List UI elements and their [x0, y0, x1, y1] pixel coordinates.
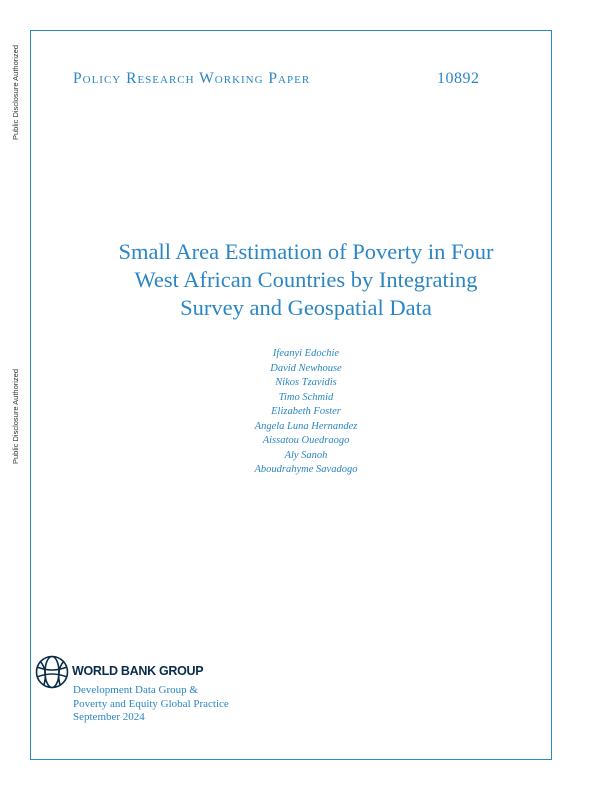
- title-line: West African Countries by Integrating: [134, 267, 478, 292]
- paper-number: 10892: [437, 70, 480, 87]
- brand-name: WORLD BANK GROUP: [72, 664, 204, 678]
- series-name: Policy Research Working Paper: [73, 70, 311, 87]
- author-name: Aboudrahyme Savadogo: [254, 464, 358, 475]
- author-list: [150, 347, 462, 478]
- author-name: Ifeanyi Edochie: [272, 348, 340, 359]
- author-name: David Newhouse: [270, 362, 342, 374]
- author-name: Aissatou Ouedraogo: [262, 435, 350, 446]
- globe-icon: [34, 654, 70, 690]
- author-name: Nikos Tzavidis: [275, 377, 337, 388]
- affiliation-line: Poverty and Equity Global Practice: [73, 697, 229, 710]
- affiliation-line: Development Data Group &: [73, 684, 198, 696]
- title-line: Small Area Estimation of Poverty in Four: [118, 239, 494, 264]
- author-name: Aly Sanoh: [284, 449, 328, 461]
- disclosure-note-middle: Public Disclosure Authorized: [11, 368, 21, 465]
- paper-title: [80, 238, 532, 322]
- publication-date: September 2024: [73, 711, 145, 723]
- affiliation-block: [73, 684, 229, 725]
- author-name: Angela Luna Hernandez: [254, 420, 358, 432]
- author-name: Elizabeth Foster: [271, 406, 341, 417]
- author-name: Timo Schmid: [278, 391, 334, 403]
- title-line: Survey and Geospatial Data: [180, 295, 432, 320]
- disclosure-note-top: Public Disclosure Authorized: [11, 44, 21, 141]
